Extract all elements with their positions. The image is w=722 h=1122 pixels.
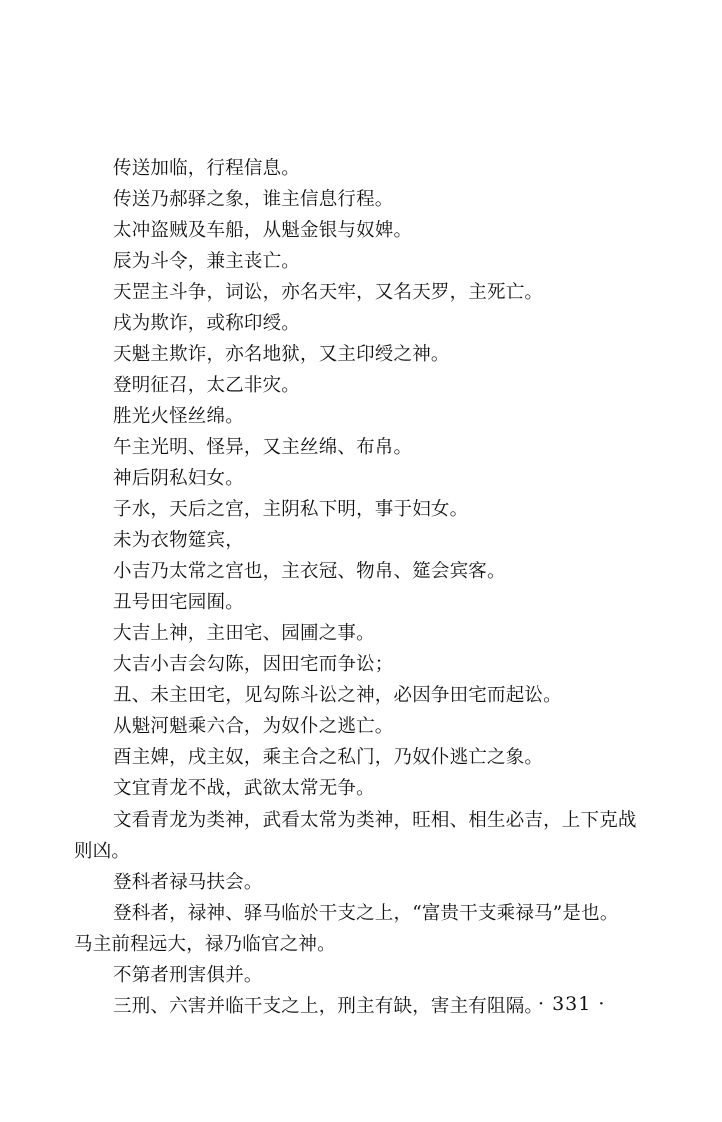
text-line: 三刑、六害并临干支之上，刑主有缺，害主有阻隔。	[113, 996, 544, 1017]
text-line: 丑号田宅园囿。	[113, 592, 244, 613]
text-line: 辰为斗令，兼主丧亡。	[113, 251, 301, 272]
text-line: 登科者，禄神、驿马临於干支之上，“富贵干支乘禄马”是也。	[113, 903, 619, 924]
text-line: 胜光火怪丝绵。	[113, 406, 244, 427]
page-number: · 331 ·	[538, 993, 606, 1015]
text-line: 天魁主欺诈，亦名地狱，又主印绶之神。	[113, 344, 450, 365]
text-line: 不第者刑害俱并。	[113, 965, 263, 986]
text-line: 登明征召，太乙非灾。	[113, 375, 301, 396]
text-line: 则凶。	[74, 841, 131, 862]
text-line: 传送加临，行程信息。	[113, 158, 301, 179]
text-line: 酉主婢，戌主奴，乘主合之私门，乃奴仆逃亡之象。	[113, 747, 544, 768]
text-line: 子水，天后之宫，主阴私下明，事于妇女。	[113, 499, 469, 520]
text-line: 大吉小吉会勾陈，因田宅而争讼；	[113, 654, 394, 675]
text-line: 小吉乃太常之宫也，主衣冠、物帛、筵会宾客。	[113, 561, 506, 582]
text-line: 戌为欺诈，或称印绶。	[113, 313, 301, 334]
text-line: 登科者禄马扶会。	[113, 872, 263, 893]
text-line: 从魁河魁乘六合，为奴仆之逃亡。	[113, 716, 394, 737]
text-line: 未为衣物筵宾，	[113, 530, 244, 551]
text-line: 传送乃郝驿之象，谁主信息行程。	[113, 189, 394, 210]
text-line: 神后阴私妇女。	[113, 468, 244, 489]
text-line: 丑、未主田宅，见勾陈斗讼之神，必因争田宅而起讼。	[113, 685, 562, 706]
text-line: 大吉上神，主田宅、园圃之事。	[113, 623, 375, 644]
text-line: 文宜青龙不战，武欲太常无争。	[113, 778, 375, 799]
text-line: 太冲盗贼及车船，从魁金银与奴婢。	[113, 220, 413, 241]
text-line: 马主前程远大，禄乃临官之神。	[74, 934, 336, 955]
text-line: 文看青龙为类神，武看太常为类神，旺相、相生必吉，上下克战	[113, 810, 637, 831]
text-line: 天罡主斗争，词讼，亦名天牢，又名天罗，主死亡。	[113, 282, 544, 303]
text-line: 午主光明、怪异，又主丝绵、布帛。	[113, 437, 413, 458]
